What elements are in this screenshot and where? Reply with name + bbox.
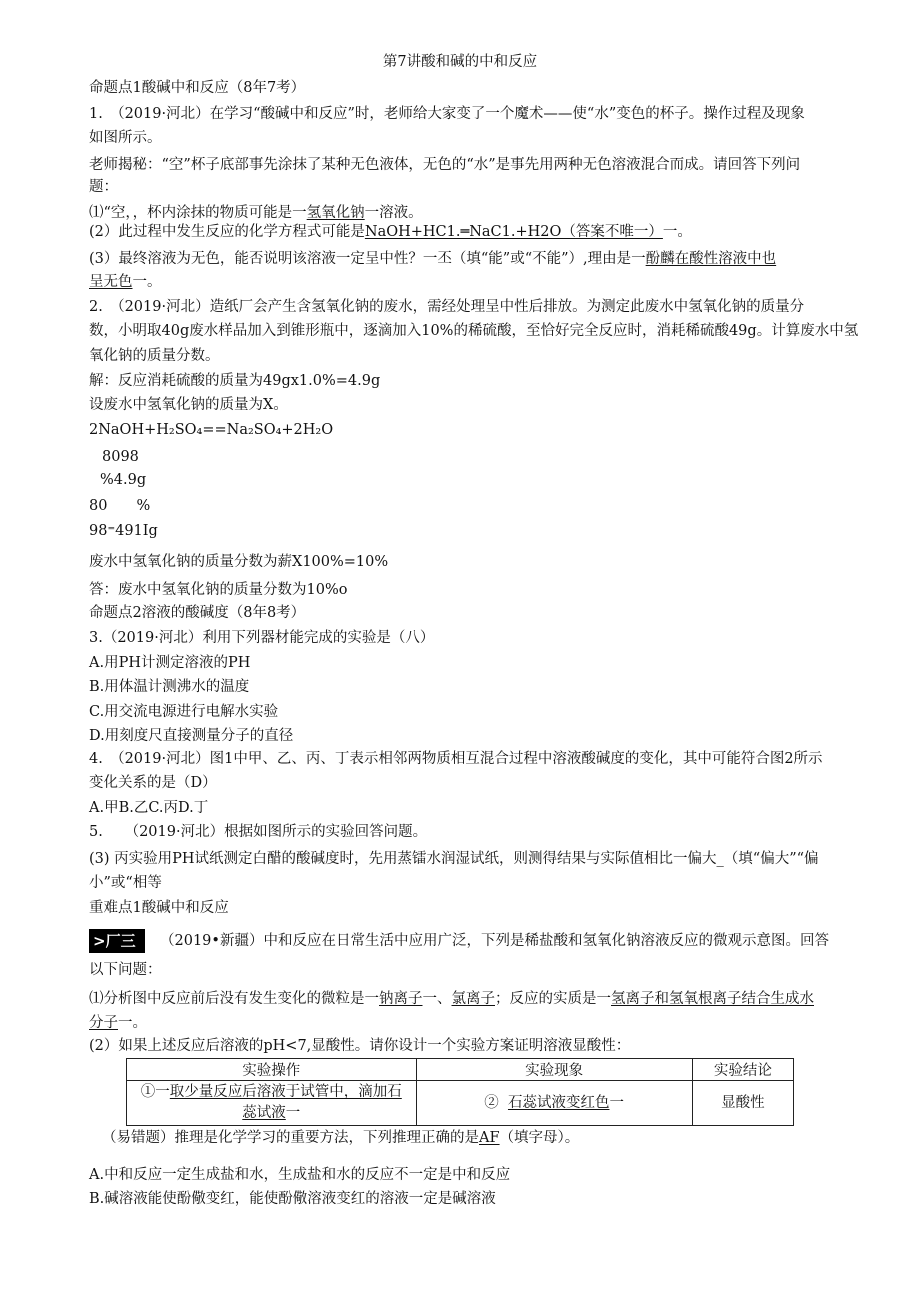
q1-part3-line1 <box>89 249 776 269</box>
example-part1-answer-1: 钠离子 <box>379 991 423 1007</box>
q1-part3-answer-cont: 呈无色 <box>89 274 133 290</box>
q1-part2-text: (2）此过程中发生反应的化学方程式可能是 <box>89 224 365 240</box>
q2-result: 废水中氢氧化钠的质量分数为薪X100%=10% <box>89 554 389 570</box>
q2-stem-line1: 2. （2019·河北）造纸厂会产生含氢氧化钠的废水，需经处理呈中性后排放。为测定此废水中氢氧化钠的质量分 <box>89 299 805 315</box>
q3-option-c: C.用交流电源进行电解水实验 <box>89 704 279 720</box>
table-cell-operation <box>127 1081 417 1126</box>
q4-options: A.甲B.乙C.丙D.丁 <box>89 800 209 816</box>
q1-part1-answer: 氢氧化钠 <box>306 205 365 221</box>
q1-part1-tail: 一溶液。 <box>364 205 423 221</box>
q2-solution-line1: 解：反应消耗硫酸的质量为49gx1.0%=4.9g <box>89 373 381 389</box>
q5-part3-line2: 小”或“相等 <box>89 875 162 891</box>
q2-stem-line2: 数，小明取40g废水样品加入到锥形瓶中，逐滴加入10%的稀硫酸，至恰好完全反应时，消耗稀硫酸49g。计算废水中氢 <box>89 323 859 339</box>
example-part1-line1 <box>89 989 814 1009</box>
section-heading-1: 命题点1酸碱中和反应（8年7考） <box>89 80 306 96</box>
phen-answer: 石蕊试液变红色 <box>507 1094 610 1111</box>
table-header-conclusion: 实验结论 <box>692 1059 793 1081</box>
example-part1-answer-2: 氯离子 <box>451 991 495 1007</box>
example-part1-answer-3: 氢离子和氢氧根离子结合生成水 <box>611 991 814 1007</box>
q1-part1-text: ⑴“空，，杯内涂抹的物质可能是一 <box>89 205 307 221</box>
example-part2-stem: (2）如果上述反应后溶液的pH<7,显酸性。请你设计一个实验方案证明溶液显酸性： <box>89 1038 631 1054</box>
section-heading-3: 重难点1酸碱中和反应 <box>89 900 229 916</box>
table-cell-conclusion: 显酸性 <box>692 1081 793 1126</box>
op-prefix: ①一 <box>140 1084 170 1100</box>
q1-part3-tail: 一。 <box>132 274 162 290</box>
page-title: 第7讲酸和碱的中和反应 <box>382 54 538 70</box>
q5-part3-line1: (3) 丙实验用PH试纸测定白醋的酸碱度时，先用蒸镭水润湿试纸，则测得结果与实际值相比一偏大_（填“偏大”“偏 <box>89 851 819 867</box>
q2-calc-line2: %4.9g <box>100 472 147 488</box>
example-part1-answer-3-cont: 分子 <box>89 1015 118 1031</box>
q2-calc-line1: 8098 <box>102 449 139 465</box>
q2-calc-line4: 98⁼491Ig <box>89 523 158 539</box>
q2-stem-line3: 氧化钠的质量分数。 <box>89 348 220 364</box>
phen-suffix: 一 <box>609 1094 624 1111</box>
q1-part2-answer: NaOH+HC1.═NaC1.+H2O（答案不唯一） <box>364 224 663 240</box>
op-answer-line1: 取少量反应后溶液于试管中，滴加石 <box>169 1084 402 1100</box>
op-answer-line2: 蕊试液 <box>242 1105 286 1121</box>
table-header-row <box>127 1059 794 1081</box>
q1-part2 <box>89 222 692 242</box>
q3-stem: 3.（2019·河北）利用下列器材能完成的实验是（八） <box>89 630 435 646</box>
q-reasoning-tail: （填字母）。 <box>499 1130 580 1146</box>
q3-option-a: A.用PH计测定溶液的PH <box>89 655 251 671</box>
q5-stem: 5. （2019·河北）根据如图所示的实验回答问题。 <box>89 824 428 840</box>
example-part1-text: ⑴分析图中反应前后没有发生变化的微粒是一 <box>89 991 379 1007</box>
table-header-phenomenon: 实验现象 <box>416 1059 692 1081</box>
q2-equation: 2NaOH+H₂SO₄==Na₂SO₄+2H₂O <box>89 422 334 438</box>
example-part1-tail: 一。 <box>118 1015 147 1031</box>
example-stem-line1: （2019•新疆）中和反应在日常生活中应用广泛，下列是稀盐酸和氢氧化钠溶液反应的微观示意图。回答 <box>160 933 829 949</box>
example-part1-line2 <box>89 1013 147 1033</box>
q2-answer: 答：废水中氢氧化钠的质量分数为10%o <box>89 582 348 598</box>
q-reasoning-answer: AF <box>479 1130 500 1146</box>
table-row <box>127 1081 794 1126</box>
q1-stem-line2: 如图所示。 <box>89 130 162 146</box>
example-part1-sep: 一、 <box>422 991 452 1007</box>
q1-reveal-line2: 题： <box>89 179 118 195</box>
q3-option-d: D.用刻度尺直接测量分子的直径 <box>89 728 294 744</box>
q-reasoning-option-b: B.碱溶液能使酚儆变红，能使酚儆溶液变红的溶液一定是碱溶液 <box>89 1191 496 1207</box>
q-reasoning-option-a: A.中和反应一定生成盐和水，生成盐和水的反应不一定是中和反应 <box>89 1167 511 1183</box>
q4-stem-line2: 变化关系的是（D） <box>89 775 217 791</box>
q4-stem-line1: 4. （2019·河北）图1中甲、乙、丙、丁表示相邻两物质相互混合过程中溶液酸碱度的变化，其中可能符合图2所示 <box>89 751 823 767</box>
experiment-table <box>126 1058 794 1126</box>
table-header-operation: 实验操作 <box>127 1059 417 1081</box>
example-stem-line2: 以下问题： <box>89 962 162 978</box>
q-reasoning-stem <box>102 1128 579 1148</box>
q2-solution-line2: 设废水中氢氧化钠的质量为X。 <box>89 397 288 413</box>
section-heading-2: 命题点2溶液的酸碱度（8年8考） <box>89 605 306 621</box>
example-badge: >厂三 <box>89 929 145 953</box>
q1-part3-answer: 酚麟在酸性溶液中也 <box>645 251 777 267</box>
q3-option-b: B.用体温计测沸水的温度 <box>89 679 250 695</box>
q1-reveal-line1: 老师揭秘：“空”杯子底部事先涂抹了某种无色液体，无色的“水”是事先用两种无色溶液混合而成。请回答下列问 <box>89 157 801 173</box>
phen-prefix: ② <box>484 1094 499 1111</box>
q1-part1 <box>89 203 423 223</box>
q2-calc-line3: 80 % <box>89 498 151 514</box>
q-reasoning-text: （易错题）推理是化学学习的重要方法，下列推理正确的是 <box>102 1130 479 1146</box>
q1-part3-line2 <box>89 272 162 292</box>
op-suffix: 一 <box>285 1105 301 1121</box>
table-cell-phenomenon <box>416 1081 692 1126</box>
q1-part2-tail: 一。 <box>662 224 692 240</box>
q1-stem-line1: 1. （2019·河北）在学习“酸碱中和反应”时，老师给大家变了一个魔术——使“水”变色的杯子。操作过程及现象 <box>89 106 805 122</box>
q1-part3-text: (3）最终溶液为无色，能否说明该溶液一定呈中性？一丕（填“能”或“不能”）,理由是一 <box>89 251 646 267</box>
example-part1-text2: ；反应的实质是一 <box>495 991 611 1007</box>
